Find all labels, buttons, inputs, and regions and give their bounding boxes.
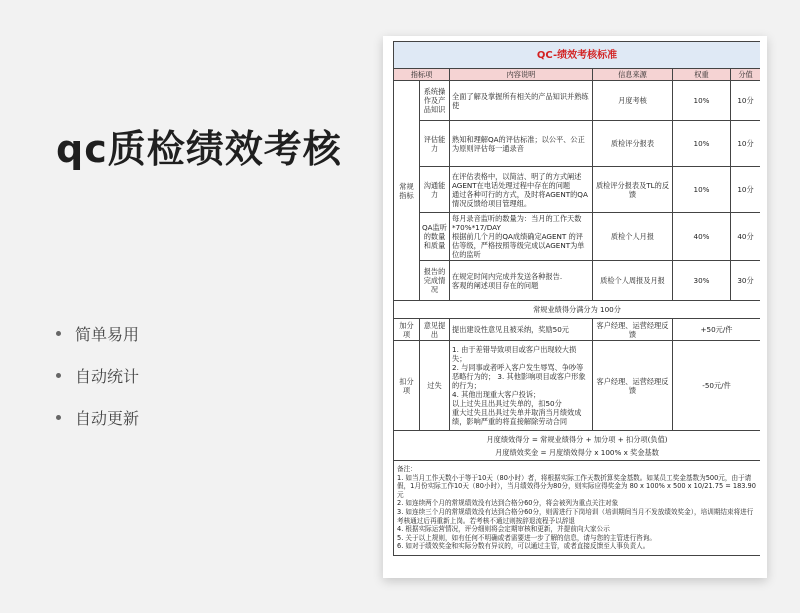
- table-row: QA监听的数量和质量 每月录音监听的数量为：当月的工作天数*70%*17/DAY 根据前几个月的QA成绩确定AGENT 的评估等级，严格按照等级完成以AGENT为单位的监听 质检个人月报 40% 40分: [394, 213, 761, 261]
- formula-block: [394, 431, 761, 461]
- feature-item: 自动更新: [56, 396, 139, 438]
- header-indicator: 指标项: [394, 69, 450, 81]
- formula-bonus: 月度绩效奖金 = 月度绩效得分 x 100% x 奖金基数: [495, 447, 659, 457]
- feature-item: 自动统计: [56, 354, 139, 396]
- header-source: 信息来源: [593, 69, 673, 81]
- header-score: 分值: [731, 69, 761, 81]
- document-title: QC-绩效考核标准: [394, 42, 761, 69]
- formula-score: 月度绩效得分 = 常规业绩得分 + 加分项 + 扣分项(负值): [486, 434, 668, 444]
- table-row: 报告的完成情况 在规定时间内完成并发送各种报告. 客观的阐述项目存在的问题 质检个人周报及月报 30% 30分: [394, 261, 761, 301]
- regular-group-label: 常规指标: [394, 81, 420, 301]
- feature-item: 简单易用: [56, 312, 139, 354]
- table-row: 扣分项 过失 1. 由于差错导致项目或客户出现较大损失； 2. 与同事或者呼入客户发生辱骂、争吵等恶略行为的； 3. 其他影响项目或客户形象的行为； 4. 其他出现重大客户投诉； 以上过失且出具过失单的，扣50分 重大过失且出具过失单并取消当月绩效成绩，影响严重的将直接解除劳动合同 客户经理、运营经理反馈 -50元/件: [394, 341, 761, 431]
- feature-list: [56, 312, 139, 438]
- regular-total: 常规业绩得分满分为 100分: [394, 301, 761, 319]
- header-content: 内容说明: [450, 69, 593, 81]
- table-row: 加分项 意见提出 提出建设性意见且被采纳，奖励50元 客户经理、运营经理反馈 +50元/件: [394, 319, 761, 341]
- table-row: 沟通能力 在评估表格中，以简洁、明了的方式阐述AGENT在电话处理过程中存在的问题 通过各种可行的方式，及时将AGENT的QA情况反馈给项目管理组。 质检评分报表及TL的反馈 10% 10分: [394, 167, 761, 213]
- bullet-icon: [56, 373, 61, 378]
- bullet-icon: [56, 415, 61, 420]
- notes-block: 备注： 1. 如当月工作天数小于等于10天（80小时）者，将根据实际工作天数折算奖金基数。如某员工奖金基数为500元，由于请假，1月份实际工作10天（80小时），当月绩效得分为80分，则实际应得奖金为 80 x 100% x 500 x 10/21.75 = 183.90元 2. 如连续两个月的常规绩效没有达到合格分60分，将会被列为重点关注对象 3. 如连续三个月的常规绩效没有达到合格分60分，则需进行下岗培训（培训期间当月不发放绩效奖金），培训期结束将进行考核通过后再重新上岗。若考核不通过则按辞退流程予以辞退 4. 根据实际运营情况，评分细则将会定期审核和更新，并提前向大家公示 5. 关于以上规则，如有任何不明确或者需要进一步了解的信息，请与您的主管进行咨询。 6. 如对于绩效奖金和实际分数有异议的，可以通过主管，或者直接反馈至人事负责人。: [394, 461, 761, 556]
- kpi-table: [393, 41, 760, 556]
- table-row: 评估能力 熟知和理解QA的评估标准；以公平、公正为原则评估每一通录音 质检评分报表 10% 10分: [394, 121, 761, 167]
- page-title: qc质检绩效考核: [56, 127, 342, 171]
- bonus-label: 加分项: [394, 319, 420, 341]
- header-weight: 权重: [673, 69, 731, 81]
- table-row: 常规指标 系统操作及产品知识 全面了解及掌握所有相关的产品知识并熟练使 月度考核 10% 10分: [394, 81, 761, 121]
- bullet-icon: [56, 331, 61, 336]
- penalty-label: 扣分项: [394, 341, 420, 431]
- document-preview: [393, 41, 760, 573]
